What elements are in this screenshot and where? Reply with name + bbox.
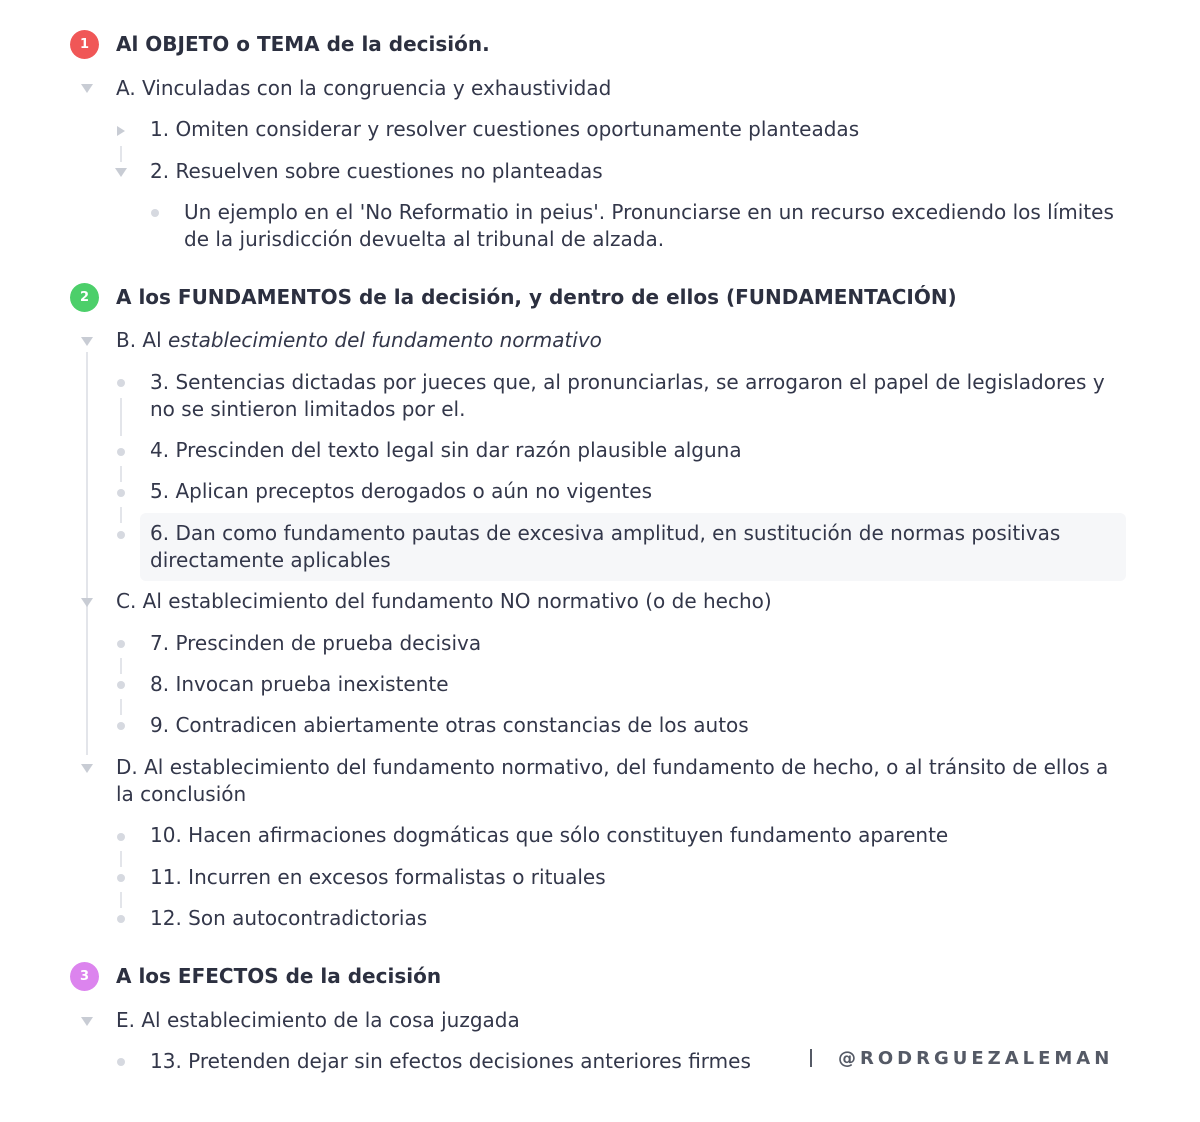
group-d-label: D. Al establecimiento del fundamento normativo, del fundamento de hecho, o al tránsito de ellos a la conclusión <box>116 755 1109 806</box>
group-c[interactable] <box>116 588 772 615</box>
item-6-label: 6. Dan como fundamento pautas de excesiva amplitud, en sustitución de normas positivas directamente aplicables <box>150 521 1061 572</box>
item-7-label: 7. Prescinden de prueba decisiva <box>150 631 482 655</box>
item-3-label: 3. Sentencias dictadas por jueces que, al pronunciarlas, se arrogaron el papel de legisladores y no se sintieron limitados por el. <box>150 370 1105 421</box>
expand-toggle-icon[interactable] <box>117 126 125 136</box>
item-7[interactable] <box>150 630 481 657</box>
connector-line <box>120 892 122 908</box>
item-5[interactable] <box>150 478 652 505</box>
bullet-icon <box>117 531 125 539</box>
connector-line <box>120 851 122 867</box>
group-a-label: A. Vinculadas con la congruencia y exhaustividad <box>116 76 612 100</box>
section-2-header[interactable] <box>70 282 957 312</box>
group-e-label: E. Al establecimiento de la cosa juzgada <box>116 1008 520 1032</box>
connector-line <box>120 466 122 482</box>
item-9-label: 9. Contradicen abiertamente otras constancias de los autos <box>150 713 749 737</box>
item-8[interactable] <box>150 671 449 698</box>
bullet-icon <box>117 722 125 730</box>
author-credit <box>810 1046 1113 1070</box>
collapse-toggle-icon[interactable] <box>81 84 93 93</box>
item-4-label: 4. Prescinden del texto legal sin dar razón plausible alguna <box>150 438 742 462</box>
item-5-label: 5. Aplican preceptos derogados o aún no vigentes <box>150 479 652 503</box>
connector-line <box>120 507 122 523</box>
group-c-label: C. Al establecimiento del fundamento NO normativo (o de hecho) <box>116 589 772 613</box>
item-11-label: 11. Incurren en excesos formalistas o rituales <box>150 865 606 889</box>
section-title: A los FUNDAMENTOS de la decisión, y dentro de ellos (FUNDAMENTACIÓN) <box>116 285 957 309</box>
item-2-note-text: Un ejemplo en el 'No Reformatio in peius'. Pronunciarse en un recurso excediendo los límites de la jurisdicción devuelta al tribunal de alzada. <box>184 200 1114 251</box>
connector-line <box>120 398 122 436</box>
collapse-toggle-icon[interactable] <box>81 598 93 607</box>
item-2-label: 2. Resuelven sobre cuestiones no planteadas <box>150 159 603 183</box>
group-d[interactable] <box>116 754 1116 808</box>
section-number-badge: 2 <box>70 283 99 312</box>
item-8-label: 8. Invocan prueba inexistente <box>150 672 449 696</box>
item-1-label: 1. Omiten considerar y resolver cuestiones oportunamente planteadas <box>150 117 860 141</box>
item-2[interactable] <box>150 158 603 185</box>
bullet-icon <box>117 1058 125 1066</box>
bullet-icon <box>117 640 125 648</box>
item-1[interactable] <box>150 116 859 143</box>
item-9[interactable] <box>150 712 749 739</box>
item-3[interactable] <box>150 369 1125 423</box>
item-13[interactable] <box>150 1048 751 1075</box>
connector-line <box>120 658 122 674</box>
collapse-toggle-icon[interactable] <box>81 1017 93 1026</box>
item-4[interactable] <box>150 437 742 464</box>
collapse-toggle-icon[interactable] <box>81 337 93 346</box>
item-12[interactable] <box>150 905 427 932</box>
section-1-header[interactable] <box>70 29 490 59</box>
item-12-label: 12. Son autocontradictorias <box>150 906 428 930</box>
section-title: Al OBJETO o TEMA de la decisión. <box>116 32 490 56</box>
item-13-label: 13. Pretenden dejar sin efectos decisiones anteriores firmes <box>150 1049 751 1073</box>
item-2-note[interactable] <box>184 199 1129 253</box>
item-10[interactable] <box>150 822 948 849</box>
group-e[interactable] <box>116 1007 520 1034</box>
item-6[interactable] <box>150 520 1110 574</box>
divider <box>810 1049 812 1067</box>
bullet-icon <box>117 448 125 456</box>
section-title: A los EFECTOS de la decisión <box>116 964 442 988</box>
section-3-header[interactable] <box>70 961 441 991</box>
item-10-label: 10. Hacen afirmaciones dogmáticas que sólo constituyen fundamento aparente <box>150 823 949 847</box>
item-11[interactable] <box>150 864 606 891</box>
bullet-icon <box>117 489 125 497</box>
group-b[interactable] <box>116 327 602 354</box>
connector-line <box>120 146 122 162</box>
section-number-badge: 1 <box>70 30 99 59</box>
bullet-icon <box>117 681 125 689</box>
bullet-icon <box>117 379 125 387</box>
group-b-label-italic: establecimiento del fundamento normativo <box>168 328 602 352</box>
author-handle: @RODRGUEZALEMAN <box>838 1047 1114 1069</box>
bullet-icon <box>117 833 125 841</box>
group-a[interactable] <box>116 75 611 102</box>
section-number-badge: 3 <box>70 962 99 991</box>
bullet-icon <box>151 209 159 217</box>
collapse-toggle-icon[interactable] <box>81 764 93 773</box>
group-b-label: B. Al <box>116 328 169 352</box>
connector-line <box>120 699 122 715</box>
collapse-toggle-icon[interactable] <box>115 168 127 177</box>
outline-guide-line <box>86 352 88 755</box>
bullet-icon <box>117 874 125 882</box>
bullet-icon <box>117 915 125 923</box>
